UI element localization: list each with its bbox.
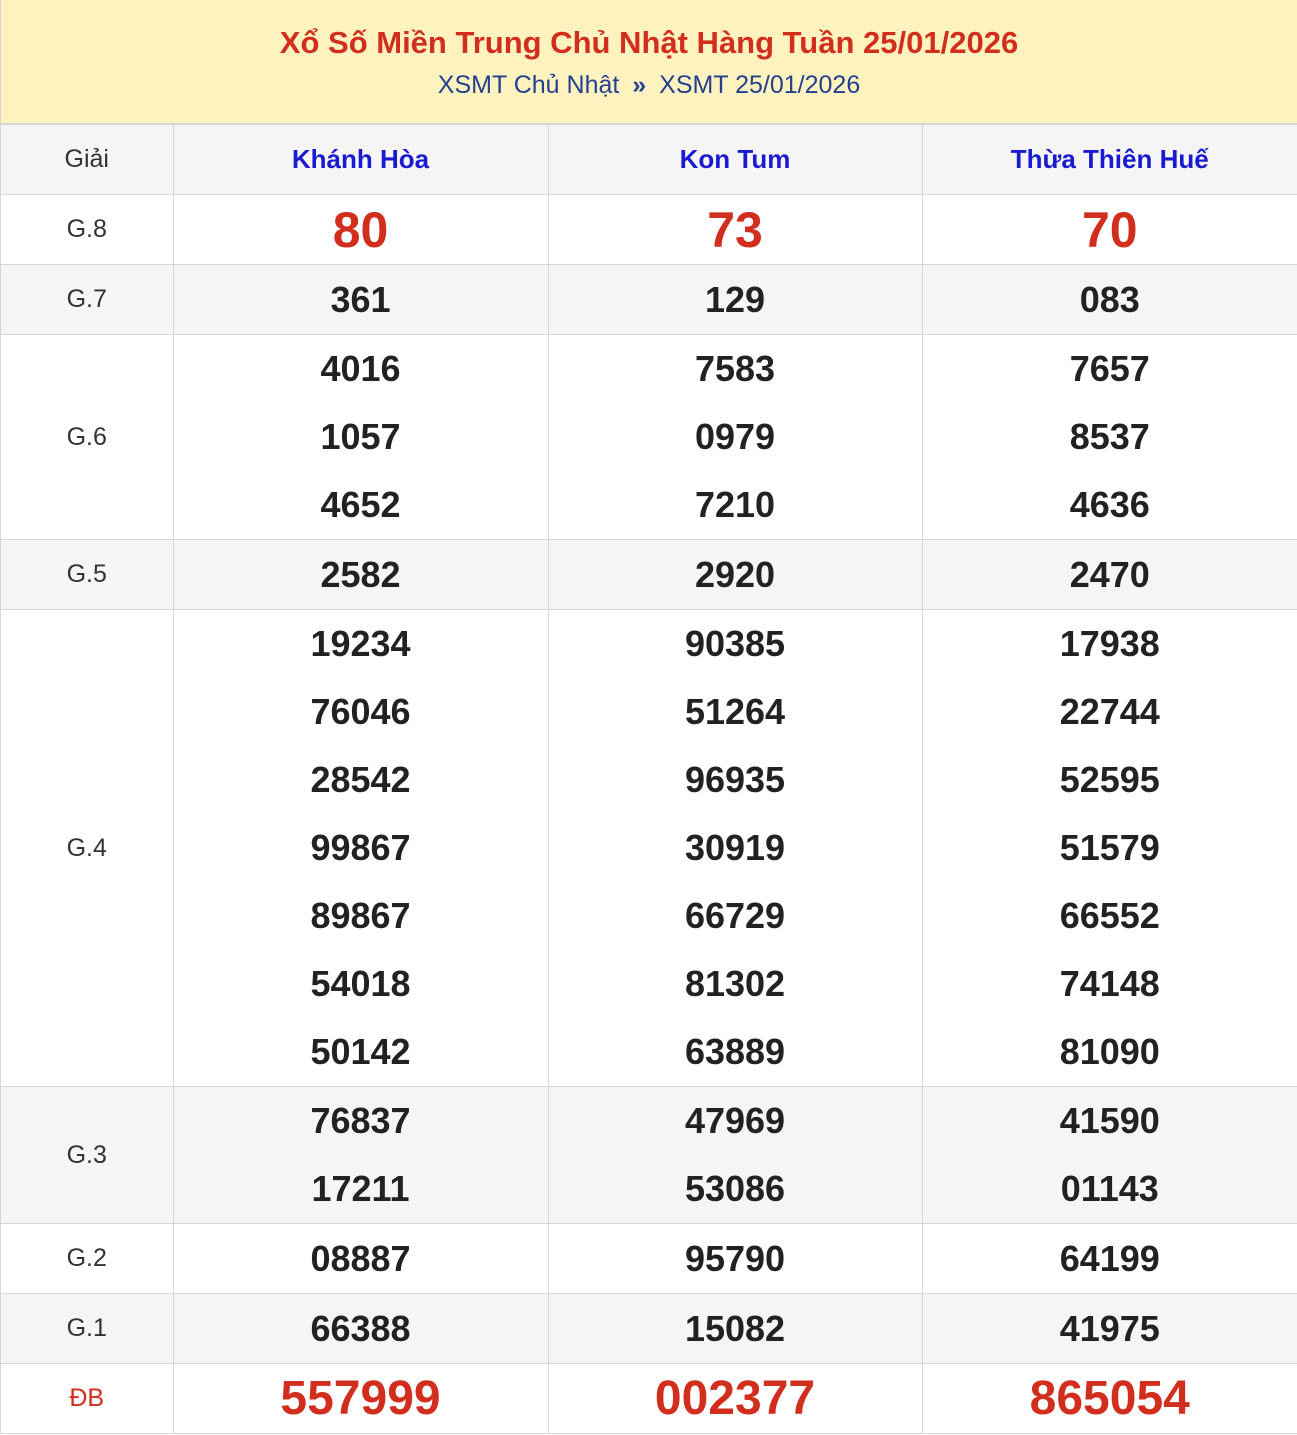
result-number: 1057 (320, 416, 401, 457)
result-number: 99867 (310, 827, 411, 868)
result-number: 80 (332, 201, 389, 258)
results-header (1, 0, 1297, 124)
result-number: 19234 (310, 623, 411, 664)
result-number: 4636 (1069, 484, 1150, 525)
prize-row-g6 (1, 335, 1297, 540)
result-number: 81302 (684, 963, 786, 1004)
breadcrumb (1, 70, 1297, 100)
breadcrumb-separator: » (632, 71, 647, 99)
prize-label: G.2 (1, 1224, 173, 1294)
result-number: 53086 (684, 1168, 786, 1209)
result-number: 083 (1079, 278, 1140, 320)
result-number: 7657 (1069, 348, 1150, 389)
result-number: 47969 (684, 1100, 786, 1141)
table-header-row (1, 125, 1297, 195)
prize-label: G.6 (1, 335, 173, 540)
result-number: 52595 (1059, 759, 1160, 800)
result-number: 54018 (310, 963, 411, 1004)
prize-row-g5 (1, 540, 1297, 610)
prize-row-g8 (1, 195, 1297, 265)
result-number: 51264 (684, 691, 786, 732)
result-number: 73 (707, 201, 763, 258)
result-number: 95790 (684, 1237, 786, 1279)
prize-label-special: ĐB (1, 1364, 173, 1434)
results-table (1, 124, 1297, 1434)
result-number: 2920 (694, 553, 776, 595)
prize-column-header: Giải (1, 125, 173, 195)
result-number: 8537 (1069, 416, 1150, 457)
result-number: 17938 (1059, 623, 1160, 664)
prize-label: G.8 (1, 195, 173, 265)
result-number: 64199 (1059, 1237, 1160, 1279)
prize-row-g2 (1, 1224, 1297, 1294)
result-number: 66552 (1059, 895, 1160, 936)
result-number: 30919 (684, 827, 786, 868)
result-number: 66729 (684, 895, 786, 936)
result-number: 7210 (694, 484, 776, 525)
prize-label: G.7 (1, 265, 173, 335)
prize-row-g7 (1, 265, 1297, 335)
prize-row-special (1, 1364, 1297, 1434)
result-number: 2470 (1069, 553, 1150, 595)
prize-label: G.3 (1, 1087, 173, 1224)
prize-row-g1 (1, 1294, 1297, 1364)
province-header-khanh-hoa[interactable]: Khánh Hòa (173, 125, 548, 195)
result-number: 0979 (694, 416, 776, 457)
result-number: 41590 (1059, 1100, 1160, 1141)
special-result-number: 002377 (654, 1371, 816, 1425)
result-number: 63889 (684, 1031, 786, 1072)
prize-row-g3 (1, 1087, 1297, 1224)
province-header-kon-tum[interactable]: Kon Tum (548, 125, 922, 195)
result-number: 51579 (1059, 827, 1160, 868)
result-number: 90385 (684, 623, 786, 664)
result-number: 28542 (310, 759, 411, 800)
result-number: 4652 (320, 484, 401, 525)
result-number: 74148 (1059, 963, 1160, 1004)
page-title: Xổ Số Miền Trung Chủ Nhật Hàng Tuần 25/01/2026 (279, 25, 1019, 60)
result-number: 4016 (320, 348, 401, 389)
result-number: 81090 (1059, 1031, 1160, 1072)
prize-label: G.4 (1, 610, 173, 1087)
result-number: 76046 (310, 691, 411, 732)
result-number: 76837 (310, 1100, 411, 1141)
result-number: 50142 (310, 1031, 411, 1072)
prize-label: G.5 (1, 540, 173, 610)
prize-row-g4 (1, 610, 1297, 1087)
province-header-thua-thien-hue[interactable]: Thừa Thiên Huế (922, 125, 1297, 195)
result-number: 129 (704, 278, 766, 320)
result-number: 89867 (310, 895, 411, 936)
result-number: 17211 (311, 1168, 410, 1209)
result-number: 361 (330, 278, 391, 320)
result-number: 70 (1081, 201, 1138, 258)
result-number: 08887 (310, 1237, 411, 1279)
result-number: 7583 (694, 348, 776, 389)
prize-label: G.1 (1, 1294, 173, 1364)
result-number: 01143 (1060, 1168, 1159, 1209)
breadcrumb-link-xsmt-date[interactable]: XSMT 25/01/2026 (659, 71, 861, 99)
result-number: 15082 (684, 1307, 786, 1349)
special-result-number: 865054 (1029, 1371, 1190, 1425)
result-number: 41975 (1059, 1307, 1160, 1349)
result-number: 66388 (310, 1307, 411, 1349)
result-number: 96935 (684, 759, 786, 800)
special-result-number: 557999 (280, 1371, 441, 1425)
breadcrumb-link-xsmt-sunday[interactable]: XSMT Chủ Nhật (437, 71, 620, 99)
result-number: 22744 (1059, 691, 1160, 732)
result-number: 2582 (320, 553, 401, 595)
